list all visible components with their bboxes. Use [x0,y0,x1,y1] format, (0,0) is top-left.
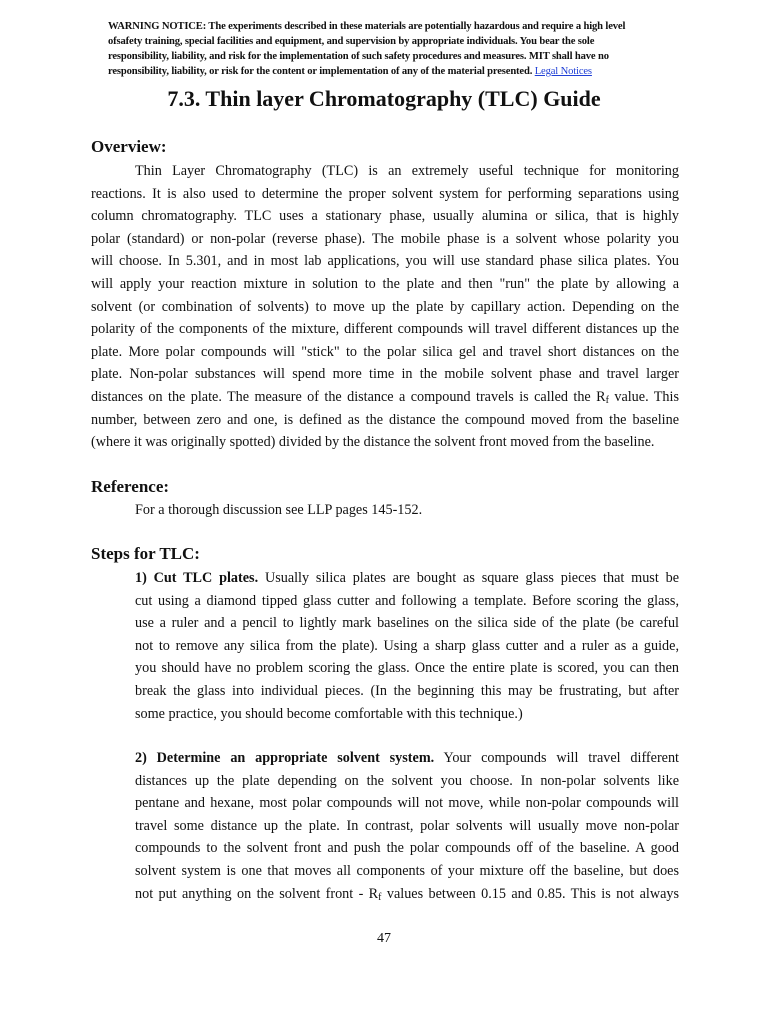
step2-label: 2) Determine an appropriate solvent system. [135,750,435,766]
step2-line: solvent system is one that moves all components of your mixture off the baseline, but does [135,862,679,879]
overview-line: reactions. It is also used to determine the proper solvent system for performing separations using [91,185,679,202]
rf-text: distances on the plate. The measure of the distance a compound travels is called the R [91,388,606,405]
step2-last-pre: not put anything on the solvent front - R [135,885,379,902]
step1-first-rest: Usually silica plates are bought as square glass pieces that must be [258,570,679,586]
warning-notice [108,19,653,79]
step2-line: distances up the plate depending on the solvent you choose. In non-polar solvents like [135,772,679,789]
overview-line: solvent (or combination of solvents) to move up the plate by capillary action. Depending on the [91,298,679,315]
step1-label: 1) Cut TLC plates. [135,570,259,586]
overview-line-rf [91,386,679,409]
step2-last-post: values between 0.15 and 0.85. This is not always [381,885,679,902]
step2-last-line [135,883,679,906]
step2-first-line [135,747,679,770]
overview-line: polarity of the components of the mixture, different compounds will travel different distances up the [91,321,679,338]
step2-line: travel some distance up the plate. In contrast, polar solvents will usually move non-polar [135,817,679,834]
step1-line: not to remove any silica from the plate). Using a sharp glass cutter and a ruler as a guide, [135,637,679,654]
overview-line: Thin Layer Chromatography (TLC) is an extremely useful technique for monitoring [135,163,679,179]
overview-line: column chromatography. TLC uses a stationary phase, usually alumina or silica, that is highly [91,208,679,225]
rf-subscript: f [605,394,609,406]
step1-line: you should have no problem scoring the glass. Once the entire plate is scored, you can then [135,660,679,677]
overview-heading: Overview: [91,137,167,156]
steps-heading: Steps for TLC: [91,544,200,563]
step1-line: use a ruler and a pencil to lightly mark baselines on the silica side of the plate (be careful [135,615,679,632]
step1-line: break the glass into individual pieces. (In the beginning this may be frustrating, but after [135,682,679,699]
step1-line: some practice, you should become comfortable with this technique.) [135,705,523,722]
page-number: 47 [377,931,391,946]
overview-line: will apply your reaction mixture in solution to the plate and then "run" the plate by allowing a [91,275,679,292]
rf-tail: value. This [608,388,679,405]
reference-text: For a thorough discussion see LLP pages 145-152. [135,502,423,518]
step2-paragraph [135,747,679,905]
overview-paragraph [91,160,679,454]
step1-first-line [135,567,679,590]
overview-line: polar (standard) or non-polar (reverse phase). The mobile phase is a solvent whose polarity you [91,230,679,247]
step1-paragraph [135,567,679,725]
step2-line: compounds to the solvent front and push the polar compounds off of the baseline. A good [135,840,679,857]
overview-line: will choose. In 5.301, and in most lab applications, you will use standard phase silica plates. You [91,253,679,270]
rf-subscript: f [378,891,382,903]
step1-line: cut using a diamond tipped glass cutter and following a template. Before scoring the glass, [135,592,679,609]
overview-line: number, between zero and one, is defined as the distance the compound moved from the baseline [91,411,679,428]
legal-notices-link[interactable]: Legal Notices [534,66,592,77]
step2-line: pentane and hexane, most polar compounds will not move, while non-polar compounds will [135,795,679,812]
reference-heading: Reference: [91,477,170,496]
overview-line: (where it was originally spotted) divided by the distance the solvent front moved from the baseline. [91,434,655,451]
overview-line: plate. More polar compounds will "stick" to the polar silica gel and travel short distances on the [91,343,679,360]
step2-first-rest: Your compounds will travel different [434,750,679,766]
page-title: 7.3. Thin layer Chromatography (TLC) Guide [167,86,601,111]
overview-line: plate. Non-polar substances will spend more time in the mobile solvent phase and travel larger [91,366,679,383]
warning-text: WARNING NOTICE: The experiments described in these materials are potentially hazardous and require a high level ofsafety training, special facilities and equipment, and supervision by appropriate individuals. You bear the sole responsibility, liability, and risk for the implementation of such safety procedures and measures. MIT shall have no responsibility, liability, or risk for the content or implementation of any of the material presented. [108,21,626,77]
